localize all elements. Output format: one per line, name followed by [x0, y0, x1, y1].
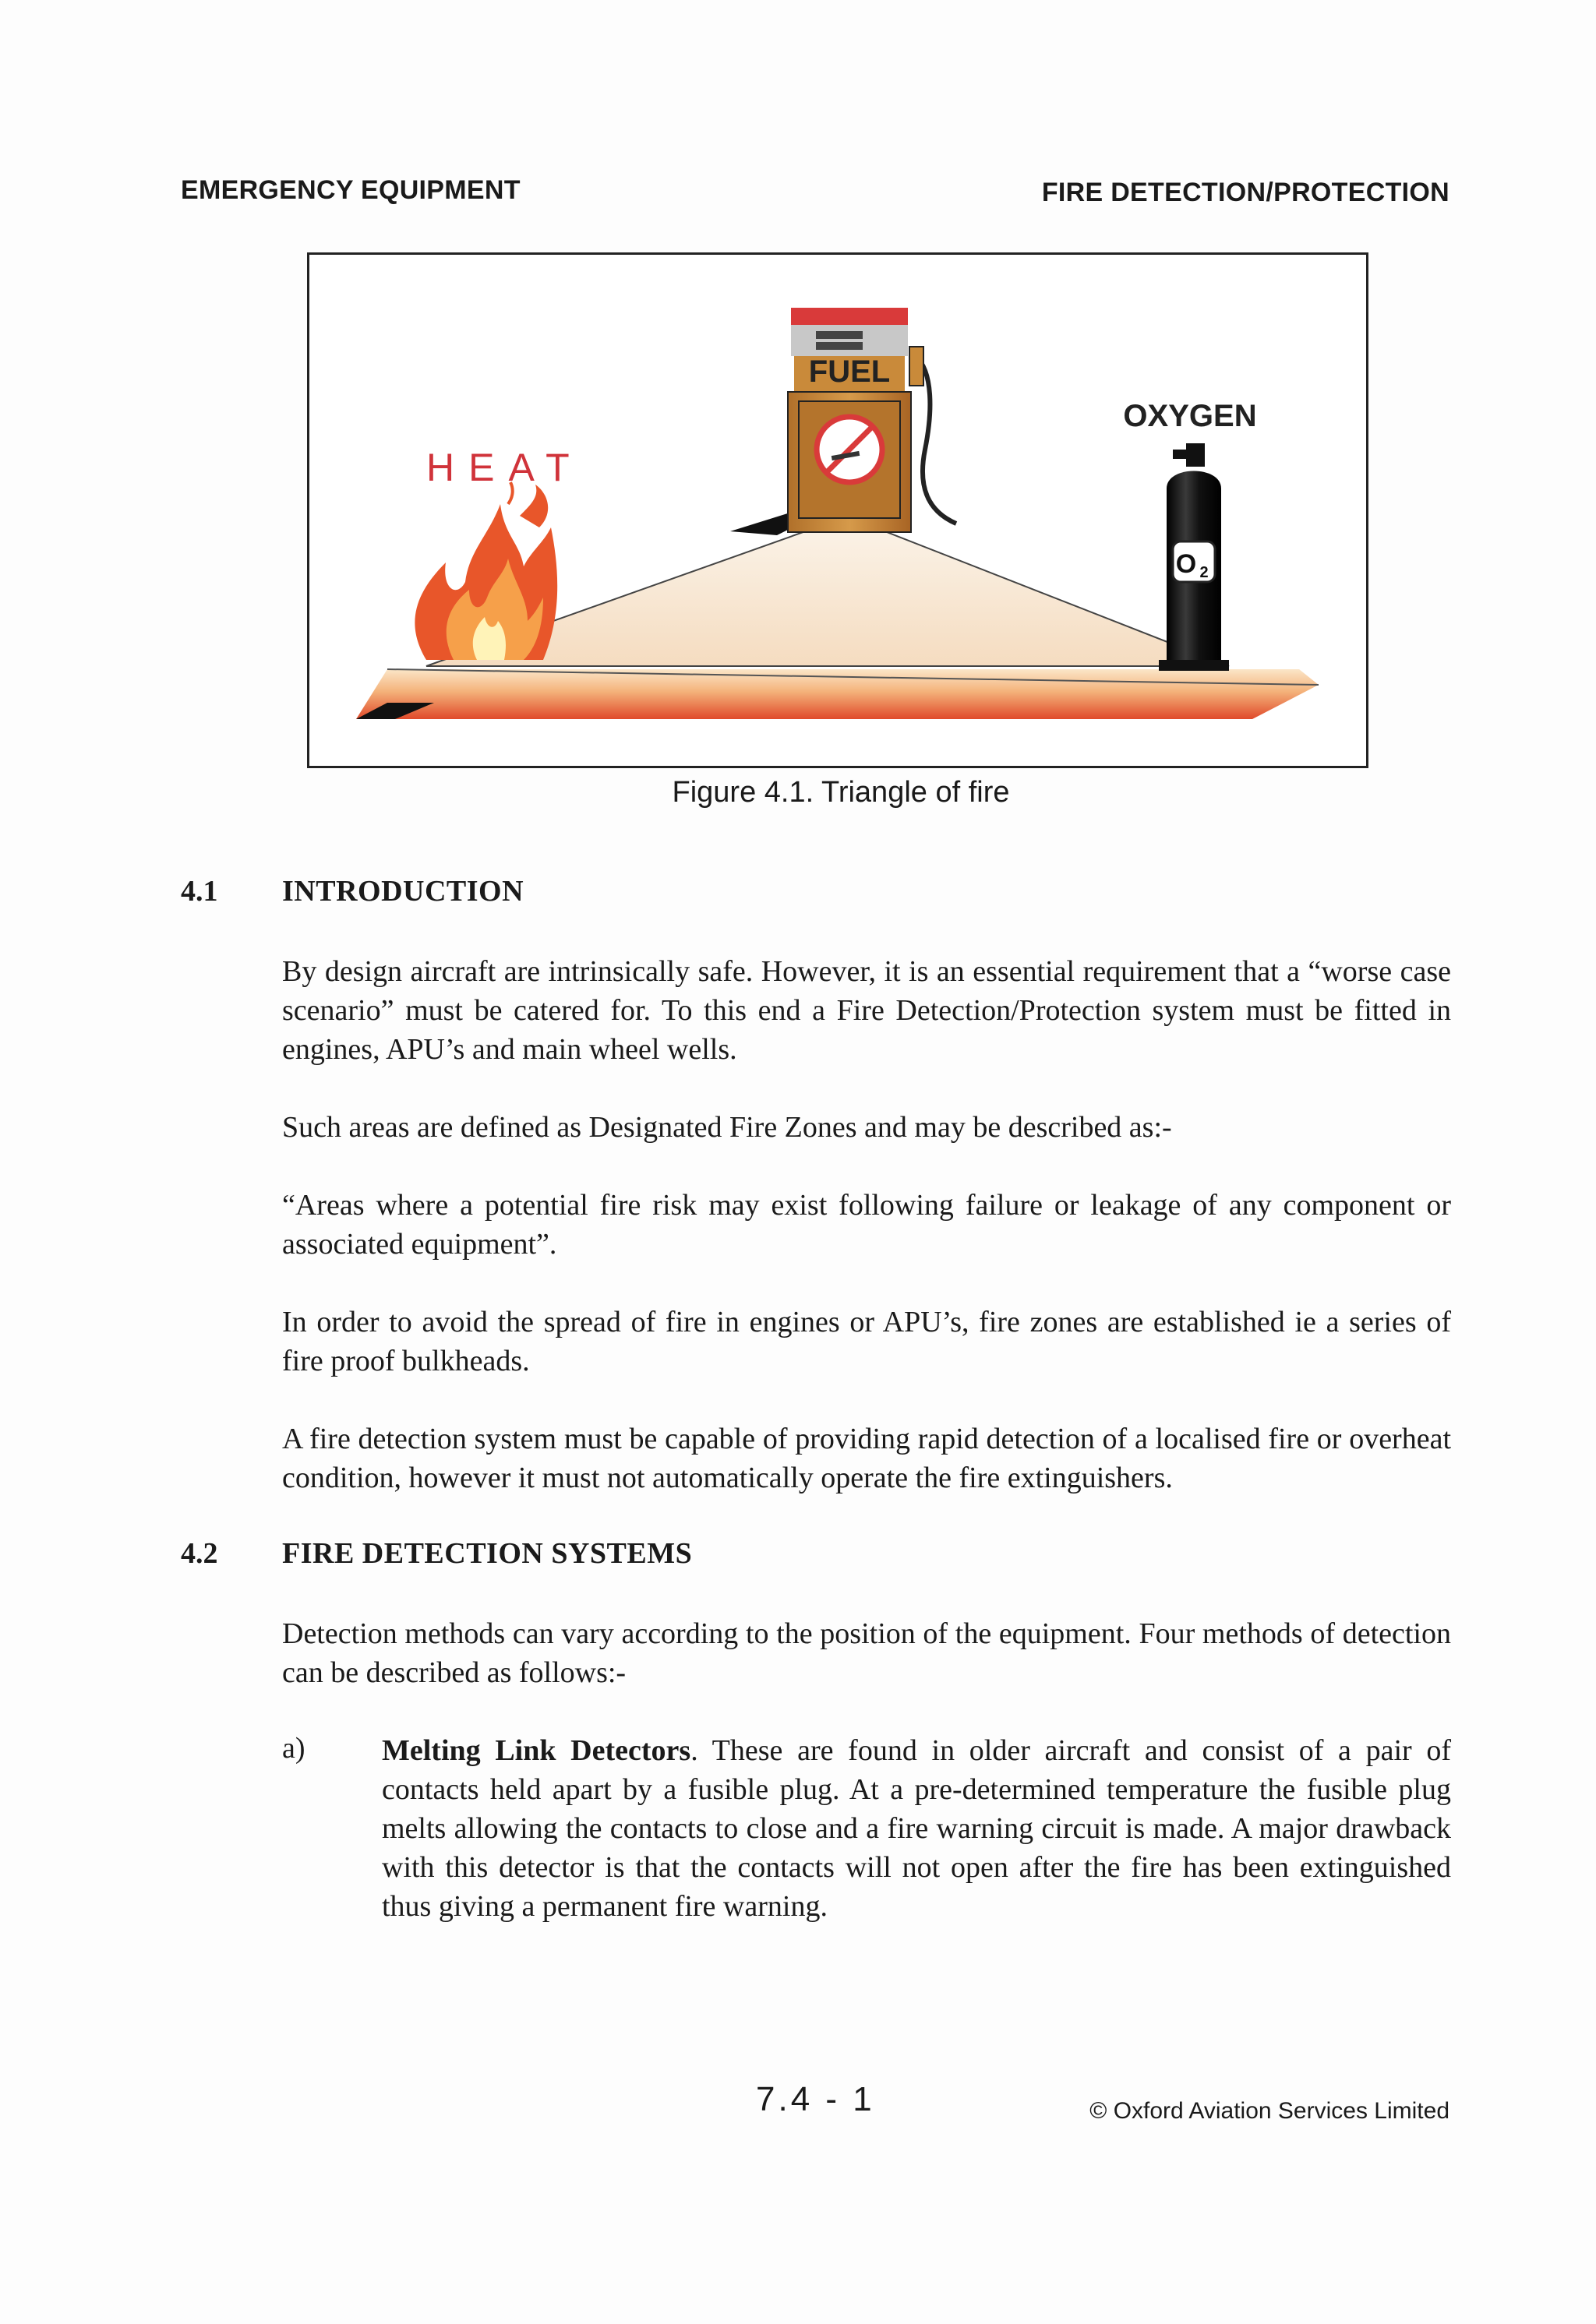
fuel-label: FUEL [808, 354, 891, 389]
section-number: 4.1 [181, 875, 218, 908]
paragraph: Such areas are defined as Designated Fire Zones and may be described as:- [282, 1111, 1172, 1144]
oxygen-label: OXYGEN [1123, 399, 1257, 433]
paragraph: By design aircraft are intrinsically safe. However, it is an essential requirement that a “worse case scenario” must be catered for. To this end a Fire Detection/Protection system must be fitted in engines, APU’s and main wheel wells. [282, 955, 1451, 1066]
paragraph: Detection methods can vary according to the position of the equipment. Four methods of detection can be described as follows:- [282, 1617, 1451, 1689]
header-right: FIRE DETECTION/PROTECTION [1041, 178, 1449, 207]
copyright-notice: © Oxford Aviation Services Limited [1089, 2098, 1449, 2124]
page-number: 7.4 - 1 [756, 2080, 875, 2118]
list-item-label: a) [282, 1732, 305, 1765]
header-left: EMERGENCY EQUIPMENT [181, 175, 521, 205]
list-item-text: . These are found in older aircraft and consist of a pair of contacts held apart by a fusible plug. At a pre-determined temperature the fusible plug melts allowing the contacts to close and a fire warning circuit is made. A major drawback with this detector is that the contacts will not open after the fire has been extinguished thus giving a permanent fire warning. [382, 1734, 1452, 1923]
paragraph: In order to avoid the spread of fire in engines or APU’s, fire zones are established ie a series of fire proof bulkheads. [282, 1306, 1451, 1377]
section-number: 4.2 [181, 1537, 218, 1570]
heat-label: HEAT [426, 446, 584, 489]
triangle-base [356, 669, 1319, 719]
fuel-pump-icon [788, 308, 956, 532]
list-item [382, 1731, 1451, 1926]
flame-icon [415, 482, 557, 660]
section-title: FIRE DETECTION SYSTEMS [282, 1537, 693, 1570]
oxygen-cylinder-icon [1159, 443, 1229, 671]
o2-label: O [1175, 549, 1197, 579]
o2-subscript: 2 [1199, 564, 1209, 581]
list-item-term: Melting Link Detectors [382, 1734, 691, 1767]
fire-triangle-illustration [309, 255, 1366, 766]
section-title: INTRODUCTION [282, 875, 524, 908]
paragraph: A fire detection system must be capable of providing rapid detection of a localised fire or overheat condition, however it must not automatically operate the fire extinguishers. [282, 1423, 1451, 1494]
figure-caption: Figure 4.1. Triangle of fire [672, 776, 1010, 809]
fire-triangle-figure [307, 252, 1368, 768]
paragraph: “Areas where a potential fire risk may exist following failure or leakage of any component or associated equipment”. [282, 1189, 1451, 1261]
